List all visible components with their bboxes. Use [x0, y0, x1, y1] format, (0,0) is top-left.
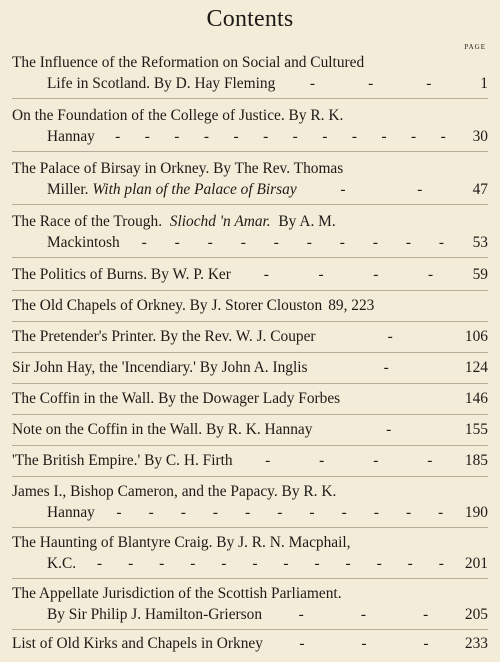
divider	[12, 629, 488, 630]
entry-line	[12, 158, 488, 179]
page-number: 47	[472, 181, 488, 198]
toc-entry	[12, 481, 488, 523]
divider	[12, 98, 488, 99]
entry-line	[12, 553, 488, 574]
entry-line	[12, 502, 488, 523]
entry-author: K.C.	[47, 555, 77, 572]
entry-line	[12, 211, 488, 232]
page-number: 1	[480, 75, 488, 92]
page-number: 89, 223	[328, 297, 375, 314]
page-title: Contents	[206, 6, 294, 32]
entry-line	[12, 419, 488, 440]
page-number: 185	[464, 452, 488, 469]
divider	[12, 578, 488, 579]
toc-entry	[12, 295, 488, 316]
entry-title: The Influence of the Reformation on Social and Cultured	[12, 54, 365, 71]
entry-author: Miller.	[47, 181, 89, 198]
dot-leader	[76, 553, 465, 574]
page-number: 106	[464, 328, 488, 345]
entry-author: By A. M.	[278, 213, 336, 230]
entry-line	[12, 633, 488, 654]
divider	[12, 151, 488, 152]
entry-title: The Haunting of Blantyre Craig. By J. R. N. Macphail,	[12, 534, 351, 551]
entry-author: Hannay	[47, 128, 95, 145]
page-number: 53	[472, 234, 488, 251]
divider	[12, 414, 488, 415]
toc-entry	[12, 532, 488, 574]
dot-leader	[262, 604, 465, 625]
entry-author: By Sir Philip J. Hamilton-Grierson	[47, 606, 263, 623]
dot-leader	[233, 450, 465, 471]
dot-leader	[231, 264, 466, 285]
page-number: 233	[464, 635, 488, 652]
toc-entry	[12, 326, 488, 347]
entry-line	[12, 481, 488, 502]
page-number: 124	[464, 359, 488, 376]
entry-line	[12, 105, 488, 126]
dot-leader	[312, 419, 464, 440]
page-number: 205	[464, 606, 488, 623]
divider	[12, 290, 488, 291]
toc-entry	[12, 52, 488, 94]
entry-title: 'The British Empire.' By C. H. Firth	[12, 452, 233, 469]
toc-entry	[12, 583, 488, 625]
dot-leader	[308, 357, 465, 378]
entry-title: The Race of the Trough.	[12, 213, 163, 230]
entry-line	[12, 232, 488, 253]
toc-entry	[12, 388, 488, 409]
dot-leader	[316, 326, 465, 347]
entry-author: Hannay	[47, 504, 95, 521]
entry-title: List of Old Kirks and Chapels in Orkney	[12, 635, 263, 652]
entry-title: The Old Chapels of Orkney. By J. Storer Clouston	[12, 297, 323, 314]
entry-title: The Appellate Jurisdiction of the Scottish Parliament.	[12, 585, 342, 602]
divider	[12, 445, 488, 446]
entry-line	[12, 179, 488, 200]
divider	[12, 352, 488, 353]
divider	[12, 476, 488, 477]
entry-author: Life in Scotland. By D. Hay Fleming	[47, 75, 276, 92]
dot-leader	[263, 633, 465, 654]
page-number: 30	[472, 128, 488, 145]
entry-line	[12, 126, 488, 147]
entry-gaelic-title: Sliochd 'n Amar.	[169, 213, 271, 230]
toc-entry	[12, 633, 488, 654]
divider	[12, 527, 488, 528]
entry-title: The Politics of Burns. By W. P. Ker	[12, 266, 231, 283]
entry-line	[12, 388, 488, 409]
entry-line	[12, 73, 488, 94]
entry-author: Mackintosh	[47, 234, 120, 251]
page-column-header: PAGE	[464, 43, 486, 51]
dot-leader	[275, 73, 466, 94]
entry-line	[12, 583, 488, 604]
entry-line	[12, 450, 488, 471]
toc-entry	[12, 105, 488, 147]
entry-title: The Palace of Birsay in Orkney. By The Rev. Thomas	[12, 160, 344, 177]
dot-leader	[95, 502, 465, 523]
divider	[12, 383, 488, 384]
entry-line	[12, 326, 488, 347]
divider	[12, 204, 488, 205]
entry-line	[12, 295, 488, 316]
entry-line	[12, 604, 488, 625]
entry-line	[12, 532, 488, 553]
entry-line	[12, 357, 488, 378]
toc-entry	[12, 264, 488, 285]
entry-line	[12, 52, 488, 73]
entry-title: Note on the Coffin in the Wall. By R. K. Hannay	[12, 421, 313, 438]
toc-entry	[12, 211, 488, 253]
dot-leader	[297, 179, 466, 200]
page-number: 201	[464, 555, 488, 572]
entry-note: With plan of the Palace of Birsay	[92, 181, 297, 198]
toc-entry	[12, 419, 488, 440]
dot-leader	[95, 126, 466, 147]
dot-leader	[120, 232, 466, 253]
entry-title: The Coffin in the Wall. By the Dowager Lady Forbes	[12, 390, 341, 407]
toc-entry	[12, 158, 488, 200]
divider	[12, 257, 488, 258]
entry-line	[12, 264, 488, 285]
entry-title: On the Foundation of the College of Justice. By R. K.	[12, 107, 344, 124]
page-number: 155	[464, 421, 488, 438]
page-number: 146	[464, 390, 488, 407]
page-number: 190	[464, 504, 488, 521]
divider	[12, 321, 488, 322]
entry-title: James I., Bishop Cameron, and the Papacy. By R. K.	[12, 483, 337, 500]
toc-entry	[12, 357, 488, 378]
entry-title: Sir John Hay, the 'Incendiary.' By John A. Inglis	[12, 359, 308, 376]
page-number: 59	[472, 266, 488, 283]
entry-title: The Pretender's Printer. By the Rev. W. J. Couper	[12, 328, 316, 345]
toc-entry	[12, 450, 488, 471]
